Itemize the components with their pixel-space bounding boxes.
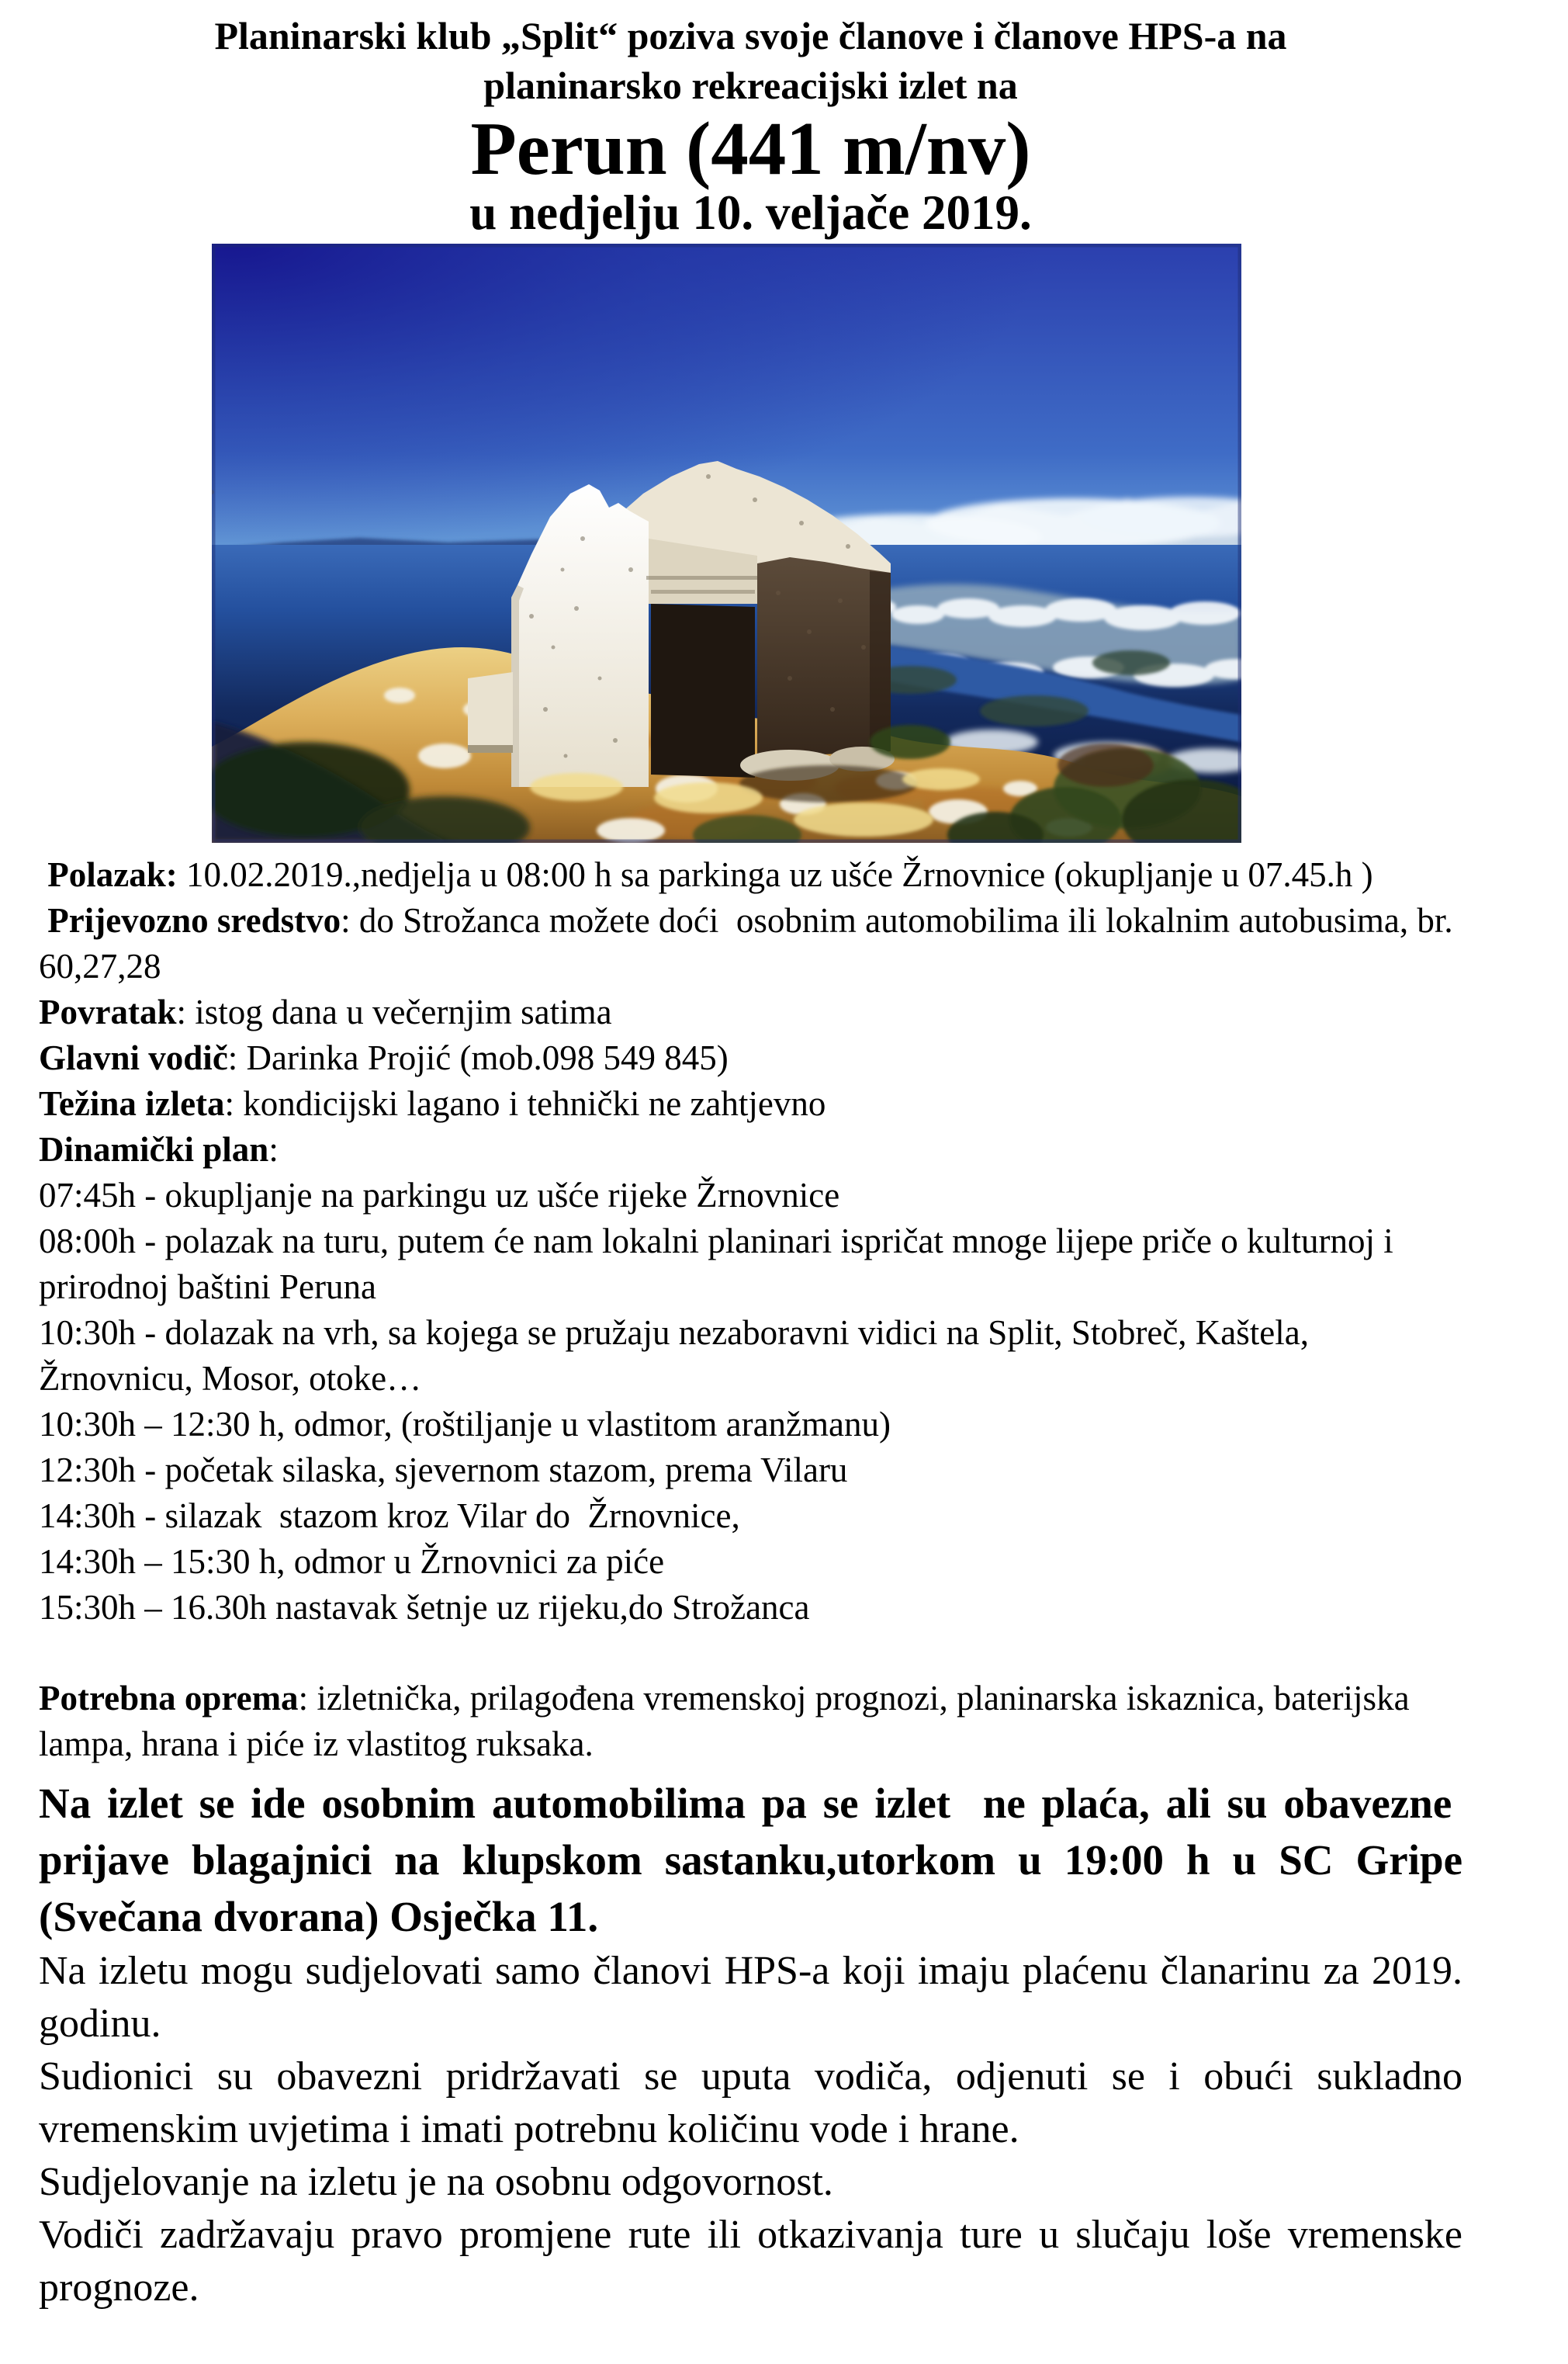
detail-label: Prijevozno sredstvo — [39, 901, 341, 940]
detail-prijevoz — [39, 898, 1462, 990]
detail-label: Dinamički plan — [39, 1130, 269, 1169]
detail-label: Težina izleta — [39, 1084, 225, 1123]
equipment-text: : izletnička, prilagođena vremenskoj prognozi, planinarska iskaznica, baterijska lampa, hrana i piće iz vlastitog ruksaka. — [39, 1679, 1418, 1763]
schedule-item: 14:30h - silazak stazom kroz Vilar do Žrnovnice, — [39, 1496, 740, 1535]
chapel-doorway — [651, 604, 755, 778]
chapel-shadow-wall-edge — [870, 571, 891, 753]
detail-text: : do Strožanca možete doći osobnim automobilima ili lokalnim autobusima, br. 60,27,28 — [39, 901, 1462, 986]
closing-responsibility: Sudjelovanje na izletu je na osobnu odgovornost. — [39, 2160, 833, 2204]
equipment-label: Potrebna oprema — [39, 1679, 299, 1718]
trip-details — [39, 852, 1462, 1767]
detail-tezina — [39, 1081, 1462, 1127]
detail-text: : — [268, 1130, 279, 1169]
closing-weather: Vodiči zadržavaju pravo promjene rute ili otkazivanja ture u slučaju loše vremenske prognoze. — [39, 2213, 1462, 2310]
closing-membership: Na izletu mogu sudjelovati samo članovi HPS-a koji imaju plaćenu članarinu za 2019. godinu. — [39, 1949, 1462, 2046]
detail-vodic — [39, 1035, 1462, 1081]
schedule-item: 12:30h - početak silaska, sjevernom stazom, prema Vilaru — [39, 1451, 848, 1489]
detail-label: Povratak — [39, 993, 177, 1031]
header-line-1: Planinarski klub „Split“ poziva svoje članove i članove HPS-a na — [214, 14, 1287, 57]
detail-label: Polazak: — [39, 855, 178, 894]
schedule-item: 10:30h – 12:30 h, odmor, (roštiljanje u vlastitom aranžmanu) — [39, 1405, 891, 1444]
trip-title: Perun (441 m/nv) — [470, 107, 1031, 190]
detail-label: Glavni vodič — [39, 1038, 228, 1077]
stub-wall-shade — [468, 745, 513, 753]
detail-text: : kondicijski lagano i tehnički ne zahtjevno — [224, 1084, 826, 1123]
schedule-list — [39, 1173, 1462, 1631]
detail-text: : Darinka Projić (mob.098 549 845) — [227, 1038, 729, 1077]
flyer-header — [39, 11, 1462, 240]
schedule-item: 15:30h – 16.30h nastavak šetnje uz rijeku,do Strožanca — [39, 1588, 810, 1627]
equipment-paragraph — [39, 1676, 1462, 1767]
detail-text: : istog dana u večernjim satima — [176, 993, 612, 1031]
schedule-item: 08:00h - polazak na turu, putem će nam lokalni planinari ispričat mnoge lijepe priče o kulturnoj i prirodnoj baštini Peruna — [39, 1222, 1402, 1306]
detail-dinamicki-plan — [39, 1127, 1462, 1173]
detail-polazak — [39, 852, 1462, 898]
detail-text: 10.02.2019.,nedjelja u 08:00 h sa parkinga uz ušće Žrnovnice (okupljanje u 07.45.h ) — [177, 855, 1373, 894]
closing-rules: Sudionici su obavezni pridržavati se uputa vodiča, odjenuti se i obući sukladno vremenskim uvjetima i imati potrebnu količinu vode i hrane. — [39, 2054, 1462, 2151]
hike-photo-illustration — [212, 244, 1241, 843]
schedule-item: 14:30h – 15:30 h, odmor u Žrnovnici za piće — [39, 1542, 665, 1581]
trip-date: u nedjelju 10. veljače 2019. — [469, 185, 1032, 240]
detail-povratak — [39, 990, 1462, 1035]
hike-photo — [212, 244, 1241, 843]
header-line-2: planinarsko rekreacijski izlet na — [483, 64, 1018, 107]
payment-notice: Na izlet se ide osobnim automobilima pa se izlet ne plaća, ali su obavezne prijave blagajnici na klupskom sastanku,utorkom u 19:00 h u SC Gripe (Svečana dvorana) Osječka 11. — [39, 1780, 1462, 1940]
base-shadow — [739, 765, 918, 802]
stone-stub-wall — [468, 672, 513, 751]
schedule-item: 07:45h - okupljanje na parkingu uz ušće rijeke Žrnovnice — [39, 1176, 840, 1215]
schedule-item: 10:30h - dolazak na vrh, sa kojega se pružaju nezaboravni vidici na Split, Stobreč, Kaštela, Žrnovnicu, Mosor, otoke… — [39, 1313, 1318, 1398]
